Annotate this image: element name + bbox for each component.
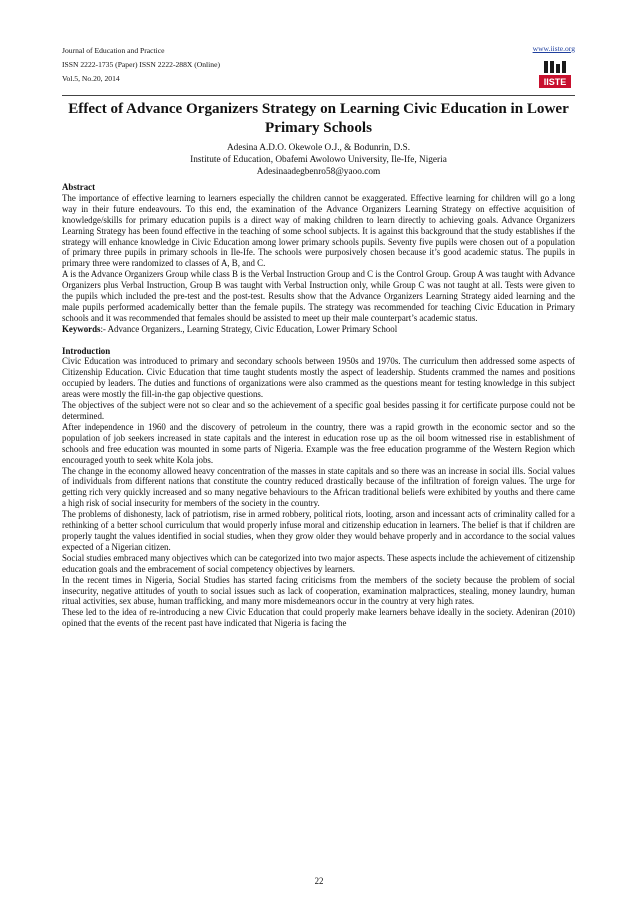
affiliation: Institute of Education, Obafemi Awolowo University, Ile-Ife, Nigeria [190, 155, 447, 166]
intro-paragraph: The objectives of the subject were not so clear and so the achievement of a specific goal besides passing it for certificate purpose could not be determined. [62, 400, 575, 422]
section-gap [62, 335, 575, 346]
intro-paragraph: The change in the economy allowed heavy concentration of the masses in state capitals and so there was an increase in social ills. Social values of individuals from different nations that constitute the country reduced drastically because of the infiltration of foreign values. The urge for getting rich very quickly increased and so many negative behaviours to the African traditional beliefs were exhibited by youths and there came a high risk of social insecurity for members of the society in the country. [62, 465, 575, 509]
iiste-logo-icon [535, 60, 575, 90]
volume-line: Vol.5, No.20, 2014 [62, 74, 120, 83]
keywords-line [62, 324, 575, 335]
logo-text: IISTE [543, 77, 567, 87]
abstract-paragraph: The importance of effective learning to learners especially the children cannot be exaggerated. Effective learning for children will go a long way in their future endeavours. To this end, the examination of the Advance Organizers Learning Strategy on effective acquisition of knowledge/skills for primary education pupils is a direct way of making children to learn directly to achieving goals. Advance Organizers Learning Strategy has been found effective in the teaching of some school subjects. It is against this background that the study establishes if the strategy will enhance knowledge in Civic Education among lower primary schools pupils. Seventy five pupils were chosen out of a population of primary three pupils in primary schools in Ile-Ife. The schools were purposively chosen because it’s good academic status. The pupils in primary three were randomized to classes of A, B, and C. [62, 192, 575, 269]
intro-paragraph: Civic Education was introduced to primary and secondary schools between 1950s and 1970s. The curriculum then addressed some aspects of Citizenship Education. Civic Education that time taught students mostly the aspect of leadership. Students crammed the names and positions occupied by leaders. The duties and functions of organizations were also crammed as the questions meant for testing knowledge in this subject areas were mostly the fill-in-the gap objective questions. [62, 356, 575, 400]
paper-title: Effect of Advance Organizers Strategy on Learning Civic Education in Lower Primary Schools [68, 101, 569, 136]
introduction-heading: Introduction [62, 345, 111, 356]
journal-url-link[interactable]: www.iiste.org [532, 44, 575, 53]
journal-header [62, 44, 575, 102]
intro-paragraph: The problems of dishonesty, lack of patriotism, rise in armed robbery, political riots, looting, arson and incessant acts of criminality called for a rethinking of a better school curriculum that would properly infuse moral and citizenship education in learners. The belief is that if children are properly taught the values identified in social studies, when they grow older they would behave properly and in accordance to the social values expected of a Nigerian citizen. [62, 509, 575, 552]
abstract-heading: Abstract [62, 182, 96, 192]
author-email: Adesinaadegbenro58@yaoo.com [256, 167, 381, 178]
author-block [62, 142, 575, 179]
abstract-paragraph: A is the Advance Organizers Group while class B is the Verbal Instruction Group and C is the Control Group. Group A was taught with Advance Organizers plus Verbal Instruction, Group B was taught with Verbal Instruction only, while Group C was not taught at all. Tests were given to the pupils which included the pre-test and the post-test. Results show that the Advance Organizers Learning Strategy aided learning and the male pupils performed academically better than the female pupils. The strategy was recommended for teaching Civic Education in Primary schools and it was recommended that females should be assisted to meet up their male counterpart’s academic status. [62, 269, 575, 323]
intro-paragraph: In the recent times in Nigeria, Social Studies has started facing criticisms from the members of the society because the problem of social insecurity, negative attitudes of youth to social issues such as lack of cooperation, examination malpractices, stealing, money laundry, human ritual activities, sex abuse, human trafficking, and many more misdemeanors occur in the country at very high rates. [62, 574, 575, 607]
keywords-text: :- Advance Organizers., Learning Strategy, Civic Education, Lower Primary School [100, 323, 398, 334]
intro-paragraph: Social studies embraced many objectives which can be categorized into two major aspects. These aspects include the achievement of citizenship education goals and the embracement of social competency objectives by learners. [62, 552, 575, 574]
keywords-label: Keywords [62, 323, 101, 334]
intro-paragraph: These led to the idea of re-introducing a new Civic Education that could properly make learners behave ideally in the society. Adeniran (2010) opined that the events of the recent past have indicated that Nigeria is facing the [62, 607, 575, 629]
paper-body [62, 182, 575, 629]
intro-paragraph: After independence in 1960 and the discovery of petroleum in the country, there was a rapid growth in the economic sector and so the population of job seekers increased in state capitals and the interest in education rose up as the oil boom witnessed rise in establishment of schools and free education was mounted in some parts of Nigeria. Example was the free education programme of the Western Region which encouraged youth to seek white Kola jobs. [62, 421, 575, 465]
journal-name: Journal of Education and Practice [62, 46, 165, 55]
page-number: 22 [314, 876, 324, 886]
header-divider [62, 95, 575, 96]
issn-line: ISSN 2222-1735 (Paper) ISSN 2222-288X (Online) [62, 60, 220, 69]
author-names: Adesina A.D.O. Okewole O.J., & Bodunrin, D.S. [226, 143, 411, 153]
